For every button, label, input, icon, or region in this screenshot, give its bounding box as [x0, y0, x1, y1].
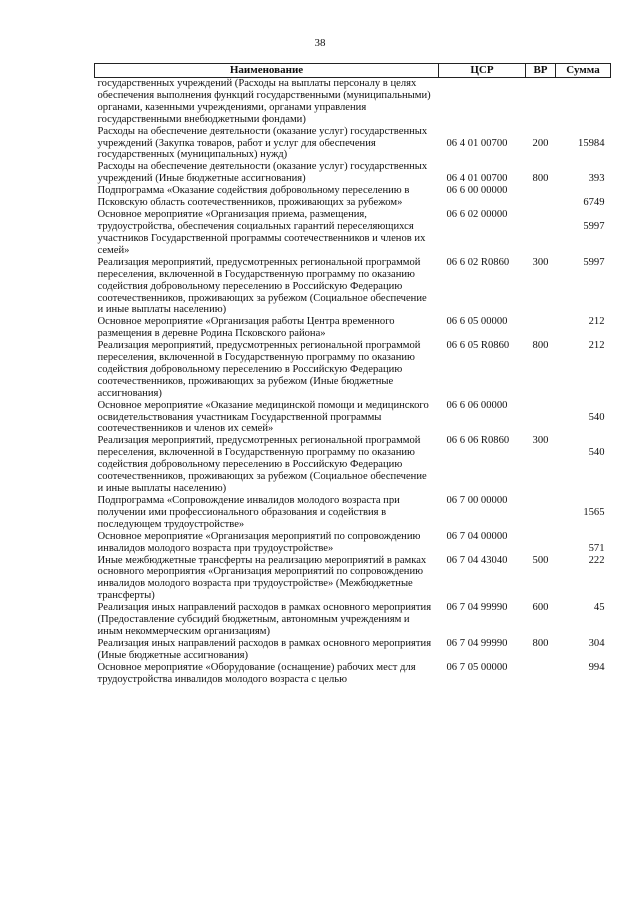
table-row: [95, 78, 611, 126]
row-sum: 212: [588, 316, 605, 328]
row-csr: 06 7 00 00000: [446, 494, 508, 506]
row-csr: 06 6 00 00000: [446, 185, 508, 197]
row-csr: 06 6 05 R0860: [446, 340, 510, 352]
row-name: Реализация мероприятий, предусмотренных региональной программой переселения, включенной в Государственную программу по оказанию содействия добровольному переселению в Российскую Федерацию соотечественников, проживающих за рубежом (Иные бюджетные ассигнования): [97, 340, 421, 399]
table-row: [95, 209, 611, 257]
table-row: [95, 316, 611, 340]
table-row: [95, 495, 611, 531]
row-name: Иные межбюджетные трансферты на реализацию мероприятий в рамках основного мероприятия «Организация мероприятий по сопровождению инвалидов молодого возраста при трудоустройстве» (Межбюджетные трансферты): [97, 554, 427, 602]
table-row: [95, 555, 611, 603]
row-csr: 06 6 02 00000: [446, 209, 508, 221]
row-name: Реализация иных направлений расходов в рамках основного мероприятия (Иные бюджетные ассигнования): [97, 637, 432, 661]
row-csr: 06 4 01 00700: [446, 137, 508, 149]
row-name: Основное мероприятие «Организация приема, размещения, трудоустройства, обеспечения социальных гарантий переселяющихся участников Государственной программы соотечественников и членов их семей»: [97, 209, 426, 256]
table-row: [95, 602, 611, 638]
row-name: государственных учреждений (Расходы на выплаты персоналу в целях обеспечения выполнения функций государственными (муниципальными) органами, казенными учреждениями, органами управления государственными внебюджетными фондами): [97, 78, 431, 125]
row-vr: [526, 316, 556, 340]
row-sum: 45: [593, 602, 605, 614]
row-csr: 06 7 04 99990: [446, 602, 508, 614]
row-vr: [526, 531, 556, 555]
row-sum: 571: [588, 542, 605, 554]
row-csr: 06 6 05 00000: [446, 316, 508, 328]
row-name: Подпрограмма «Оказание содействия добровольному переселению в Псковскую область соотечественников, проживающих за рубежом»: [97, 185, 410, 209]
row-sum: 540: [588, 447, 605, 459]
row-name: Расходы на обеспечение деятельности (оказание услуг) государственных учреждений (Закупка товаров, работ и услуг для обеспечения государственных (муниципальных) нужд): [97, 125, 428, 161]
row-sum: 5997: [583, 256, 605, 268]
row-vr: [526, 78, 556, 126]
header-vr: ВР: [526, 64, 556, 78]
table-row: [95, 435, 611, 495]
row-csr: 06 7 04 99990: [446, 637, 508, 649]
row-vr: [526, 185, 556, 209]
row-name: Подпрограмма «Сопровождение инвалидов молодого возраста при получении ими профессионального образования и содействия в последующем трудоустройстве»: [97, 494, 400, 530]
row-name: Основное мероприятие «Оказание медицинской помощи и медицинского освидетельствования участникам Государственной программы соотечественников и членов их семей»: [97, 399, 429, 435]
table-row: [95, 531, 611, 555]
row-csr: 06 7 04 43040: [446, 554, 508, 566]
table-row: [95, 638, 611, 662]
row-name: Основное мероприятие «Оборудование (оснащение) рабочих мест для трудоустройства инвалидов молодого возраста с целью: [97, 661, 416, 685]
row-name: Реализация иных направлений расходов в рамках основного мероприятия (Предоставление субсидий бюджетным, автономным учреждениям и иным некоммерческим организациям): [97, 602, 432, 637]
row-csr: [439, 78, 526, 126]
table-row: [95, 185, 611, 209]
table-row: [95, 340, 611, 400]
row-sum: 212: [588, 340, 605, 352]
row-vr: [526, 662, 556, 686]
table-row: [95, 400, 611, 436]
header-sum: Сумма: [556, 64, 611, 78]
row-sum: 6749: [583, 197, 605, 209]
page-number: 38: [314, 37, 326, 49]
row-vr: 600: [532, 602, 549, 614]
budget-table-container: [94, 63, 610, 686]
table-row: [95, 161, 611, 185]
row-vr: 800: [532, 637, 549, 649]
row-sum: 5997: [583, 221, 605, 233]
table-header-row: [95, 64, 611, 78]
row-sum: 994: [588, 661, 605, 673]
row-sum: 1565: [583, 506, 605, 518]
row-sum: 540: [588, 411, 605, 423]
header-name: Наименование: [95, 64, 439, 78]
row-csr: 06 4 01 00700: [446, 173, 508, 185]
row-vr: 500: [532, 554, 549, 566]
row-csr: 06 7 05 00000: [446, 661, 508, 673]
row-vr: 200: [532, 137, 549, 149]
row-sum: [556, 78, 611, 126]
table-row: [95, 257, 611, 317]
row-name: Реализация мероприятий, предусмотренных региональной программой переселения, включенной в Государственную программу по оказанию содействия добровольному переселению в Российскую Федерацию соотечественников, проживающих за рубежом (Социальное обеспечение и иные выплаты населению): [97, 256, 427, 316]
row-csr: 06 6 06 R0860: [446, 435, 510, 447]
budget-table: [94, 63, 611, 686]
row-name: Расходы на обеспечение деятельности (оказание услуг) государственных учреждений (Иные бюджетные ассигнования): [97, 161, 428, 185]
row-vr: [526, 400, 556, 436]
row-sum: 222: [588, 554, 605, 566]
row-vr: [526, 495, 556, 531]
header-csr: ЦСР: [439, 64, 526, 78]
row-name: Основное мероприятие «Организация мероприятий по сопровождению инвалидов молодого возраста при трудоустройстве»: [97, 530, 421, 554]
table-row: [95, 662, 611, 686]
row-sum: 393: [588, 173, 605, 185]
row-vr: 300: [532, 256, 549, 268]
row-vr: 800: [532, 340, 549, 352]
row-sum: 304: [588, 637, 605, 649]
table-row: [95, 126, 611, 162]
row-vr: 800: [532, 173, 549, 185]
row-csr: 06 6 02 R0860: [446, 256, 510, 268]
row-name: Реализация мероприятий, предусмотренных региональной программой переселения, включенной в Государственную программу по оказанию содействия добровольному переселению в Российскую Федерацию соотечественников, проживающих за рубежом (Социальное обеспечение и иные выплаты населению): [97, 435, 427, 494]
row-csr: 06 6 06 00000: [446, 399, 508, 411]
row-vr: [526, 209, 556, 257]
row-csr: 06 7 04 00000: [446, 530, 508, 542]
row-sum: 15984: [578, 137, 605, 149]
row-vr: 300: [532, 435, 549, 447]
row-name: Основное мероприятие «Организация работы Центра временного размещения в деревне Родина Псковского района»: [97, 316, 395, 340]
